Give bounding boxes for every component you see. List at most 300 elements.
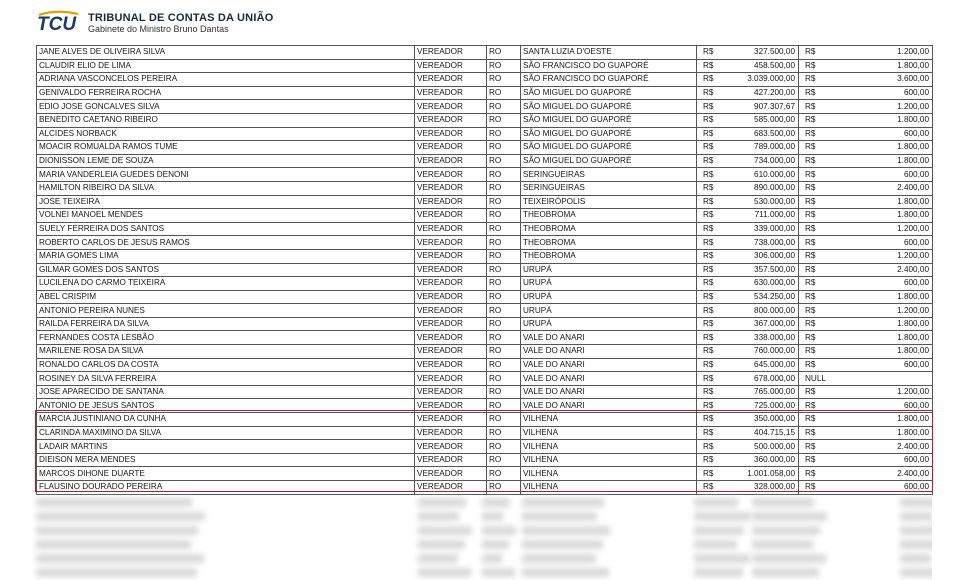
blurred-text [482, 512, 503, 521]
salary-value: 3.600,00 [897, 74, 929, 84]
blurred-text [418, 554, 458, 563]
cell-salary [799, 86, 933, 100]
salary-value: 600,00 [903, 400, 929, 410]
cell-role: VEREADOR [415, 372, 487, 386]
cell-city: VALE DO ANARI [521, 331, 697, 345]
cell-role: VEREADOR [415, 100, 487, 114]
salary-value: 2.400,00 [897, 441, 929, 451]
currency-label: R$ [703, 88, 714, 98]
salary-value: 600,00 [903, 482, 929, 492]
blurred-text [694, 498, 738, 507]
currency-label: R$ [805, 455, 816, 465]
cell-salary [799, 453, 933, 467]
cell-salary [799, 277, 933, 291]
table-row [37, 154, 933, 168]
cell-salary [799, 413, 933, 427]
table-row [37, 113, 933, 127]
cell-city: URUPÁ [521, 317, 697, 331]
cell-salary [799, 345, 933, 359]
cell-amount [697, 413, 799, 427]
cell-state: RO [487, 358, 521, 372]
cell-amount [697, 304, 799, 318]
amount-value: 360.000,00 [754, 455, 795, 465]
cell-city: SÃO MIGUEL DO GUAPORÉ [521, 113, 697, 127]
cell-salary [799, 426, 933, 440]
cell-state: RO [487, 440, 521, 454]
blurred-text [522, 512, 597, 521]
amount-value: 339.000,00 [754, 224, 795, 234]
table-row [37, 249, 933, 263]
cell-salary [799, 467, 933, 481]
cell-role: VEREADOR [415, 331, 487, 345]
table-row [37, 413, 933, 427]
cell-state: RO [487, 236, 521, 250]
cell-name: RONALDO CARLOS DA COSTA [37, 358, 415, 372]
cell-state: RO [487, 467, 521, 481]
cell-city: VILHENA [521, 426, 697, 440]
amount-value: 683.500,00 [754, 128, 795, 138]
cell-city: VILHENA [521, 440, 697, 454]
amount-value: 890.000,00 [754, 183, 795, 193]
cell-city: VILHENA [521, 413, 697, 427]
currency-label: R$ [805, 224, 816, 234]
amount-value: 530.000,00 [754, 196, 795, 206]
blurred-text [522, 554, 596, 563]
blurred-text [694, 512, 751, 521]
currency-label: R$ [703, 210, 714, 220]
currency-label: R$ [805, 305, 816, 315]
cell-state: RO [487, 249, 521, 263]
blurred-text [36, 498, 192, 507]
cell-amount [697, 141, 799, 155]
amount-value: 1.001.058,00 [747, 468, 795, 478]
blurred-text [418, 498, 466, 507]
cell-city: URUPÁ [521, 304, 697, 318]
cell-state: RO [487, 345, 521, 359]
cell-name: ROSINEY DA SILVA FERREIRA [37, 372, 415, 386]
table-row [37, 46, 933, 60]
amount-value: 500.000,00 [754, 441, 795, 451]
cell-amount [697, 127, 799, 141]
currency-label: R$ [805, 128, 816, 138]
cell-city: SÃO FRANCISCO DO GUAPORÉ [521, 59, 697, 73]
currency-label: R$ [805, 237, 816, 247]
amount-value: 585.000,00 [754, 115, 795, 125]
cell-amount [697, 209, 799, 223]
cell-state: RO [487, 181, 521, 195]
cell-state: RO [487, 290, 521, 304]
currency-label: R$ [805, 414, 816, 424]
cell-role: VEREADOR [415, 46, 487, 60]
cell-amount [697, 73, 799, 87]
amount-value: 350.000,00 [754, 414, 795, 424]
blurred-text [522, 540, 603, 549]
cell-amount [697, 440, 799, 454]
amount-value: 789.000,00 [754, 142, 795, 152]
blurred-text [752, 526, 820, 535]
cell-name: DIEISON MERA MENDES [37, 453, 415, 467]
table-row [37, 358, 933, 372]
blurred-text [752, 554, 826, 563]
cell-city: THEOBROMA [521, 222, 697, 236]
cell-name: ADRIANA VASCONCELOS PEREIRA [37, 73, 415, 87]
amount-value: 427.200,00 [754, 88, 795, 98]
cell-name: JANE ALVES DE OLIVEIRA SILVA [37, 46, 415, 60]
amount-value: 404.715,15 [754, 427, 795, 437]
currency-label: R$ [805, 47, 816, 57]
cell-salary [799, 222, 933, 236]
cell-city: VALE DO ANARI [521, 358, 697, 372]
currency-label: R$ [703, 482, 714, 492]
table-row [37, 236, 933, 250]
table-row [37, 86, 933, 100]
salary-value: 1.800,00 [897, 427, 929, 437]
blurred-text [36, 554, 204, 563]
cell-city: URUPÁ [521, 277, 697, 291]
amount-value: 765.000,00 [754, 387, 795, 397]
cell-name: JOSE APARECIDO DE SANTANA [37, 385, 415, 399]
cell-state: RO [487, 304, 521, 318]
cell-name: LADAIR MARTINS [37, 440, 415, 454]
currency-label: R$ [805, 251, 816, 261]
salary-value: 1.800,00 [897, 291, 929, 301]
cell-amount [697, 453, 799, 467]
currency-label: R$ [805, 400, 816, 410]
currency-label: R$ [703, 251, 714, 261]
amount-value: 630.000,00 [754, 278, 795, 288]
cell-role: VEREADOR [415, 413, 487, 427]
cell-name: MARCIA JUSTINIANO DA CUNHA [37, 413, 415, 427]
salary-value: 600,00 [903, 128, 929, 138]
blurred-text [418, 540, 465, 549]
cell-amount [697, 154, 799, 168]
currency-label: R$ [703, 373, 714, 383]
cell-role: VEREADOR [415, 345, 487, 359]
cell-salary [799, 399, 933, 413]
cell-amount [697, 385, 799, 399]
cell-city: SERINGUEIRAS [521, 168, 697, 182]
cell-salary [799, 168, 933, 182]
cell-city: SÃO FRANCISCO DO GUAPORÉ [521, 73, 697, 87]
currency-label: R$ [805, 482, 816, 492]
currency-label: R$ [805, 291, 816, 301]
cell-city: SÃO MIGUEL DO GUAPORÉ [521, 86, 697, 100]
amount-value: 610.000,00 [754, 169, 795, 179]
cell-role: VEREADOR [415, 481, 487, 495]
blurred-text [694, 540, 737, 549]
cell-salary [799, 236, 933, 250]
blurred-text [752, 512, 827, 521]
currency-label: R$ [703, 224, 714, 234]
salary-value: 1.800,00 [897, 156, 929, 166]
amount-value: 327.500,00 [754, 47, 795, 57]
cell-state: RO [487, 154, 521, 168]
salary-value: 600,00 [903, 455, 929, 465]
currency-label: NULL [805, 373, 826, 383]
cell-name: FLAUSINO DOURADO PEREIRA [37, 481, 415, 495]
cell-city: URUPÁ [521, 290, 697, 304]
currency-label: R$ [703, 291, 714, 301]
cell-name: MOACIR ROMUALDA RAMOS TUME [37, 141, 415, 155]
blurred-text [482, 554, 502, 563]
table-row [37, 290, 933, 304]
salary-value: 1.800,00 [897, 142, 929, 152]
table-row [37, 426, 933, 440]
cell-salary [799, 440, 933, 454]
cell-salary [799, 59, 933, 73]
cell-name: GILMAR GOMES DOS SANTOS [37, 263, 415, 277]
cell-state: RO [487, 141, 521, 155]
table-row [37, 331, 933, 345]
cell-amount [697, 277, 799, 291]
amount-value: 645.000,00 [754, 359, 795, 369]
currency-label: R$ [805, 142, 816, 152]
cell-role: VEREADOR [415, 249, 487, 263]
cell-salary [799, 249, 933, 263]
amount-value: 800.000,00 [754, 305, 795, 315]
cell-name: CLAUDIR ELIO DE LIMA [37, 59, 415, 73]
blurred-text [522, 568, 609, 577]
table-row [37, 385, 933, 399]
table-row [37, 168, 933, 182]
amount-value: 357.500,00 [754, 264, 795, 274]
cell-amount [697, 426, 799, 440]
table-row [37, 372, 933, 386]
document-header [36, 8, 273, 38]
cell-role: VEREADOR [415, 385, 487, 399]
cell-state: RO [487, 113, 521, 127]
blurred-text [752, 498, 814, 507]
cell-amount [697, 467, 799, 481]
cell-state: RO [487, 100, 521, 114]
currency-label: R$ [805, 278, 816, 288]
cell-role: VEREADOR [415, 467, 487, 481]
salary-value: 600,00 [903, 359, 929, 369]
cell-state: RO [487, 168, 521, 182]
cell-name: GENIVALDO FERREIRA ROCHA [37, 86, 415, 100]
cell-city: SERINGUEIRAS [521, 181, 697, 195]
table-row [37, 440, 933, 454]
cell-name: MARIA VANDERLEIA GUEDES DENONI [37, 168, 415, 182]
cell-salary [799, 73, 933, 87]
salary-value: 1.800,00 [897, 210, 929, 220]
cell-role: VEREADOR [415, 168, 487, 182]
cell-name: HAMILTON RIBEIRO DA SILVA [37, 181, 415, 195]
currency-label: R$ [703, 196, 714, 206]
cell-name: CLARINDA MAXIMINO DA SILVA [37, 426, 415, 440]
cell-city: SÃO MIGUEL DO GUAPORÉ [521, 154, 697, 168]
svg-text:TCU: TCU [37, 14, 77, 35]
cell-state: RO [487, 59, 521, 73]
cell-state: RO [487, 263, 521, 277]
cell-state: RO [487, 453, 521, 467]
cell-city: THEOBROMA [521, 236, 697, 250]
cell-city: SÃO MIGUEL DO GUAPORÉ [521, 127, 697, 141]
cell-state: RO [487, 222, 521, 236]
cell-name: MARCOS DIHONE DUARTE [37, 467, 415, 481]
currency-label: R$ [703, 264, 714, 274]
currency-label: R$ [703, 47, 714, 57]
cell-amount [697, 59, 799, 73]
currency-label: R$ [703, 278, 714, 288]
salary-value: 1.800,00 [897, 346, 929, 356]
amount-value: 734.000,00 [754, 156, 795, 166]
blurred-text [482, 568, 515, 577]
amount-value: 367.000,00 [754, 319, 795, 329]
cell-role: VEREADOR [415, 277, 487, 291]
currency-label: R$ [805, 196, 816, 206]
salary-value: 2.400,00 [897, 468, 929, 478]
blurred-text [522, 498, 604, 507]
cell-city: VALE DO ANARI [521, 399, 697, 413]
cell-salary [799, 195, 933, 209]
cell-city: VILHENA [521, 467, 697, 481]
currency-label: R$ [805, 101, 816, 111]
blurred-text [522, 526, 610, 535]
cell-state: RO [487, 317, 521, 331]
cell-state: RO [487, 399, 521, 413]
cell-role: VEREADOR [415, 73, 487, 87]
cell-role: VEREADOR [415, 290, 487, 304]
table-row [37, 222, 933, 236]
blurred-text [694, 554, 750, 563]
table-row [37, 181, 933, 195]
cell-amount [697, 100, 799, 114]
currency-label: R$ [805, 387, 816, 397]
cell-city: THEOBROMA [521, 249, 697, 263]
cell-state: RO [487, 209, 521, 223]
currency-label: R$ [703, 142, 714, 152]
salary-value: 1.200,00 [897, 101, 929, 111]
header-text [88, 12, 273, 35]
cell-role: VEREADOR [415, 304, 487, 318]
currency-label: R$ [805, 115, 816, 125]
amount-value: 678.000,00 [754, 373, 795, 383]
currency-label: R$ [703, 400, 714, 410]
salary-value [929, 373, 930, 385]
currency-label: R$ [703, 414, 714, 424]
cell-role: VEREADOR [415, 59, 487, 73]
table-row [37, 209, 933, 223]
cell-amount [697, 46, 799, 60]
cell-amount [697, 399, 799, 413]
cell-salary [799, 481, 933, 495]
currency-label: R$ [805, 210, 816, 220]
cell-role: VEREADOR [415, 209, 487, 223]
amount-value: 711.000,00 [754, 210, 795, 220]
office-name: Gabinete do Ministro Bruno Dantas [88, 23, 229, 34]
currency-label: R$ [703, 101, 714, 111]
salary-value: 1.200,00 [897, 251, 929, 261]
amount-value: 534.250,00 [754, 291, 795, 301]
cell-city: TEIXEIRÓPOLIS [521, 195, 697, 209]
amount-value: 738.000,00 [754, 237, 795, 247]
cell-name: ANTONIO PEREIRA NUNES [37, 304, 415, 318]
salary-value: 1.200,00 [897, 224, 929, 234]
amount-value: 458.500,00 [754, 60, 795, 70]
cell-amount [697, 345, 799, 359]
salary-value: 1.800,00 [897, 60, 929, 70]
cell-salary [799, 154, 933, 168]
amount-value: 3.039.000,00 [747, 74, 795, 84]
cell-state: RO [487, 73, 521, 87]
blurred-text [900, 512, 932, 521]
cell-city: VALE DO ANARI [521, 385, 697, 399]
cell-state: RO [487, 86, 521, 100]
currency-label: R$ [805, 346, 816, 356]
table-row [37, 345, 933, 359]
salary-value: 1.200,00 [897, 305, 929, 315]
cell-amount [697, 481, 799, 495]
cell-city: VILHENA [521, 453, 697, 467]
cell-role: VEREADOR [415, 426, 487, 440]
table-row [37, 453, 933, 467]
table-row [37, 100, 933, 114]
salary-value: 1.800,00 [897, 332, 929, 342]
currency-label: R$ [805, 88, 816, 98]
blurred-text [36, 540, 191, 549]
table-body [37, 46, 933, 495]
cell-role: VEREADOR [415, 127, 487, 141]
blurred-text [900, 498, 932, 507]
cell-salary [799, 372, 933, 386]
salary-value: 2.400,00 [897, 183, 929, 193]
currency-label: R$ [703, 115, 714, 125]
table-row [37, 127, 933, 141]
currency-label: R$ [703, 156, 714, 166]
cell-salary [799, 385, 933, 399]
table-row [37, 59, 933, 73]
cell-amount [697, 263, 799, 277]
currency-label: R$ [703, 468, 714, 478]
currency-label: R$ [703, 183, 714, 193]
cell-amount [697, 168, 799, 182]
cell-name: ANTONIO DE JESUS SANTOS [37, 399, 415, 413]
currency-label: R$ [805, 427, 816, 437]
cell-state: RO [487, 277, 521, 291]
salary-value: 600,00 [903, 237, 929, 247]
currency-label: R$ [703, 237, 714, 247]
cell-city: SANTA LUZIA D'OESTE [521, 46, 697, 60]
cell-amount [697, 86, 799, 100]
cell-amount [697, 249, 799, 263]
currency-label: R$ [703, 359, 714, 369]
cell-state: RO [487, 426, 521, 440]
cell-name: RAILDA FERREIRA DA SILVA [37, 317, 415, 331]
currency-label: R$ [805, 359, 816, 369]
cell-state: RO [487, 413, 521, 427]
currency-label: R$ [703, 74, 714, 84]
cell-salary [799, 209, 933, 223]
cell-amount [697, 113, 799, 127]
currency-label: R$ [703, 169, 714, 179]
tcu-logo [36, 10, 82, 36]
cell-city: THEOBROMA [521, 209, 697, 223]
cell-role: VEREADOR [415, 317, 487, 331]
cell-name: LUCILENA DO CARMO TEIXEIRA [37, 277, 415, 291]
cell-state: RO [487, 127, 521, 141]
blurred-text [752, 540, 813, 549]
cell-name: ABEL CRISPIM [37, 290, 415, 304]
blurred-text [36, 526, 198, 535]
currency-label: R$ [703, 441, 714, 451]
cell-role: VEREADOR [415, 399, 487, 413]
cell-role: VEREADOR [415, 222, 487, 236]
amount-value: 907.307,67 [754, 101, 795, 111]
cell-salary [799, 290, 933, 304]
cell-role: VEREADOR [415, 86, 487, 100]
cell-amount [697, 222, 799, 236]
